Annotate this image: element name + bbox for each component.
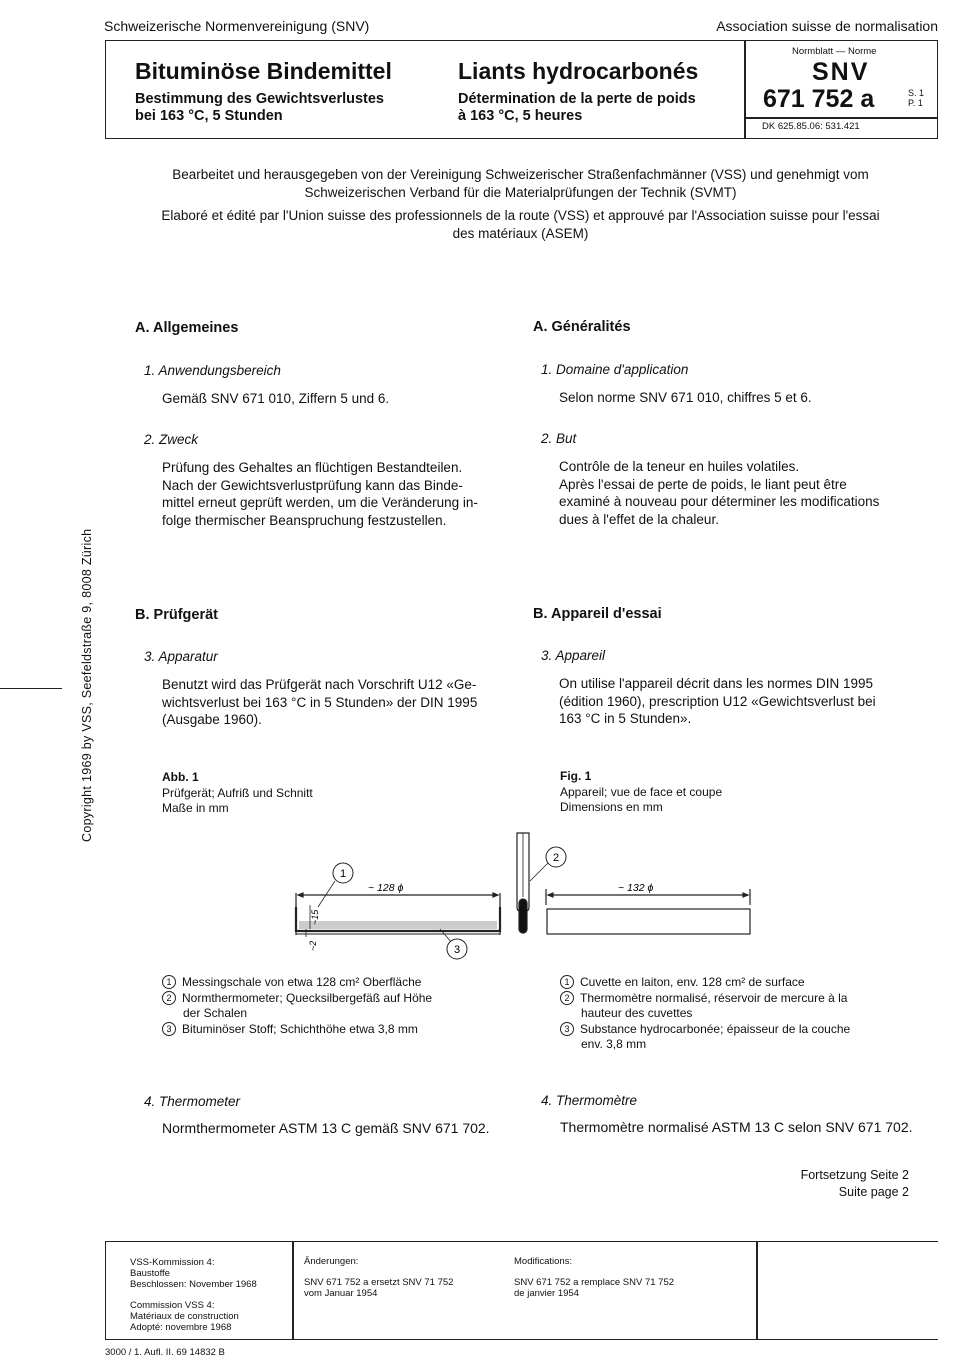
fr-s2-line2: Après l'essai de perte de poids, le liant peut être — [559, 476, 847, 492]
intro-fr — [105, 207, 936, 242]
norm-number: 671 752 a — [763, 85, 875, 113]
thermometer-drawing — [517, 833, 548, 933]
de-legend-item-3 — [162, 1022, 432, 1038]
de-s3-line1: Benutzt wird das Prüfgerät nach Vorschrift U12 «Ge- — [162, 677, 477, 692]
fr-legend-text-3b: env. 3,8 mm — [581, 1037, 647, 1051]
footer-c1-line6: Adopté: novembre 1968 — [130, 1322, 232, 1333]
de-figure-caption — [162, 770, 313, 817]
snv-label: SNV — [812, 58, 870, 86]
de-section-a: A. Allgemeines — [135, 320, 239, 336]
de-legend-text-3: Bituminöser Stoff; Schichthöhe etwa 3,8 mm — [182, 1021, 418, 1036]
de-legend-item-1 — [162, 975, 432, 991]
footer-c2-title: Änderungen: — [304, 1256, 359, 1267]
de-s1-text: Gemäß SNV 671 010, Ziffern 5 und 6. — [162, 391, 390, 406]
intro-de — [105, 166, 936, 201]
callout-2-number: 2 — [552, 852, 560, 864]
dim-arrow-left — [298, 893, 303, 897]
fr-s1-title: 1. Domaine d'application — [541, 362, 689, 377]
de-legend-text-2a: Normthermometer; Quecksilbergefäß auf Höhe — [182, 990, 433, 1005]
footer-c1-line3: Beschlossen: November 1968 — [130, 1279, 257, 1290]
title-box-dk-divider — [744, 117, 937, 119]
apparatus-figure — [280, 825, 760, 965]
continued-note — [801, 1167, 909, 1201]
fr-s3-title: 3. Appareil — [541, 648, 606, 663]
dim-height-label: ~15 — [310, 909, 320, 925]
dish-front-view — [546, 889, 750, 934]
fr-s1-text: Selon norme SNV 671 010, chiffres 5 et 6. — [559, 390, 812, 405]
normblatt-label: Normblatt — Norme — [792, 46, 877, 57]
front-dim-arrow-left — [548, 893, 553, 897]
fr-s3-text — [559, 675, 911, 728]
thermometer-bulb — [519, 899, 527, 933]
callout-1-number: 1 — [339, 868, 347, 880]
page-indicator — [908, 88, 924, 108]
print-run: 3000 / 1. Aufl. II. 69 14832 B — [105, 1347, 225, 1358]
fr-figure-caption — [560, 769, 722, 816]
fr-s3-line3: 163 °C in 5 Stunden». — [559, 711, 692, 726]
continued-de: Fortsetzung Seite 2 — [800, 1168, 909, 1182]
fr-legend-item-3 — [560, 1022, 850, 1038]
fr-legend — [560, 975, 850, 1053]
de-s2-line1: Prüfung des Gehaltes an flüchtigen Bestandteilen. — [162, 460, 463, 475]
footer-divider-2 — [756, 1241, 758, 1340]
fr-subtitle-1: Détermination de la perte de poids — [458, 91, 696, 107]
de-s3-line2: wichtsverlust bei 163 °C in 5 Stunden» der DIN 1995 — [162, 694, 478, 710]
fr-legend-text-2b: hauteur des cuvettes — [581, 1006, 693, 1020]
de-figure-desc: Prüfgerät; Aufriß und Schnitt — [162, 785, 313, 800]
fr-legend-num-1: 1 — [560, 975, 574, 989]
copyright-vertical: Copyright 1969 by VSS, Seefeldstraße 9, 8008 Zürich — [80, 528, 94, 842]
legend-num-3: 3 — [162, 1022, 176, 1036]
de-legend-text-1: Messingschale von etwa 128 cm² Oberfläche — [182, 975, 422, 989]
fr-s3-line1: On utilise l'appareil décrit dans les normes DIN 1995 — [559, 676, 873, 691]
footer-c3-line2: de janvier 1954 — [514, 1288, 579, 1299]
de-s2-line3: mittel erneut geprüft werden, um die Veränderung in- — [162, 495, 478, 510]
de-s2-line2: Nach der Gewichtsverlustprüfung kann das Binde- — [162, 477, 463, 493]
fr-legend-item-2 — [560, 991, 850, 1007]
fold-mark — [0, 688, 62, 689]
dim-base-label: ~2 — [308, 940, 318, 951]
fr-s2-text — [559, 458, 909, 528]
footer-c1-line4: Commission VSS 4: — [130, 1300, 215, 1311]
dk-classification: DK 625.85.06: 531.421 — [762, 121, 860, 132]
footer-c2-line1: SNV 671 752 a ersetzt SNV 71 752 — [304, 1277, 454, 1288]
fr-s2-title: 2. But — [541, 431, 577, 446]
fr-legend-item-1 — [560, 975, 850, 991]
title-box-divider — [744, 40, 746, 139]
de-s4-text: Normthermometer ASTM 13 C gemäß SNV 671 702. — [162, 1120, 490, 1136]
footer-c2-spacer — [304, 1267, 453, 1277]
de-s3-text — [162, 676, 516, 729]
de-s2-title: 2. Zweck — [144, 432, 199, 447]
fr-s2-line1: Contrôle de la teneur en huiles volatiles. — [559, 459, 800, 474]
fr-s3-line2: (édition 1960), prescription U12 «Gewichtsverlust bei — [559, 693, 876, 709]
fr-figure-units: Dimensions en mm — [560, 800, 663, 814]
footer-c1-line2: Baustoffe — [130, 1268, 170, 1279]
de-subtitle-1: Bestimmung des Gewichtsverlustes — [135, 91, 384, 107]
footer-divider-1 — [292, 1241, 294, 1340]
front-dish-outline — [547, 909, 750, 934]
front-dim-arrow-right — [743, 893, 748, 897]
fr-s4-title: 4. Thermomètre — [541, 1093, 638, 1108]
de-s3-title: 3. Apparatur — [144, 649, 218, 664]
footer-c3-spacer — [514, 1267, 674, 1277]
de-legend — [162, 975, 432, 1037]
fr-legend-text-2a: Thermomètre normalisé, réservoir de mercure à la — [580, 990, 848, 1005]
footer-c2-line2: vom Januar 1954 — [304, 1288, 378, 1299]
footer-c3-title: Modifications: — [514, 1256, 573, 1267]
fr-figure-label: Fig. 1 — [560, 769, 592, 783]
fr-s4-text: Thermomètre normalisé ASTM 13 C selon SNV 671 702. — [560, 1119, 913, 1135]
fr-s2-line4: dues à l'effet de la chaleur. — [559, 511, 719, 527]
continued-fr: Suite page 2 — [838, 1185, 909, 1199]
fr-legend-num-2: 2 — [560, 991, 574, 1005]
footer-c1-spacer — [130, 1290, 257, 1300]
legend-num-2: 2 — [162, 991, 176, 1005]
callout-leader-2 — [530, 863, 548, 881]
fr-title: Liants hydrocarbonés — [458, 58, 699, 84]
header-left: Schweizerische Normenvereinigung (SNV) — [104, 18, 370, 34]
page-p1: P. 1 — [908, 98, 923, 108]
callout-3-number: 3 — [453, 944, 461, 956]
fr-legend-num-3: 3 — [560, 1022, 574, 1036]
dim-right-label: ~ 132 ϕ — [618, 882, 654, 894]
de-s2-text — [162, 459, 514, 529]
footer-c1-line5: Matériaux de construction — [130, 1311, 239, 1322]
footer-changes-fr — [514, 1256, 674, 1299]
footer-c3-line1: SNV 671 752 a remplace SNV 71 752 — [514, 1277, 675, 1288]
fr-s2-line3: examiné à nouveau pour déterminer les modifications — [559, 494, 880, 509]
intro-de-line2: Schweizerischen Verband für die Materialprüfungen der Technik (SVMT) — [304, 184, 737, 200]
de-s3-line3: (Ausgabe 1960). — [162, 712, 262, 727]
page-s1: S. 1 — [908, 88, 925, 98]
intro-de-line1: Bearbeitet und herausgegeben von der Vereinigung Schweizerischer Straßenfachmänner (VSS) und genehmigt vom — [172, 167, 869, 182]
fr-section-b: B. Appareil d'essai — [533, 606, 662, 622]
footer-changes-de — [304, 1256, 453, 1299]
intro-fr-line1: Elaboré et édité par l'Union suisse des professionnels de la route (VSS) et approuvé par l'Association suisse pour l'essai — [161, 208, 880, 223]
fr-section-a: A. Généralités — [533, 319, 631, 335]
callout-leader-1 — [318, 881, 335, 907]
dim-left-label: ~ 128 ϕ — [368, 882, 404, 894]
de-legend-item-2 — [162, 991, 432, 1007]
de-figure-label: Abb. 1 — [162, 770, 199, 784]
fr-legend-text-1: Cuvette en laiton, env. 128 cm² de surface — [580, 975, 805, 989]
footer-commission — [130, 1257, 257, 1333]
fr-legend-text-3: Substance hydrocarbonée; épaisseur de la couche — [580, 1021, 851, 1036]
legend-num-1: 1 — [162, 975, 176, 989]
fr-figure-desc: Appareil; vue de face et coupe — [560, 784, 723, 799]
de-section-b: B. Prüfgerät — [135, 607, 218, 623]
de-s4-title: 4. Thermometer — [144, 1094, 241, 1109]
fr-subtitle-2: à 163 °C, 5 heures — [458, 108, 583, 124]
de-subtitle-2: bei 163 °C, 5 Stunden — [135, 108, 283, 124]
de-figure-units: Maße in mm — [162, 801, 229, 815]
intro-fr-line2: des matériaux (ASEM) — [452, 225, 589, 241]
bitumen-layer — [299, 921, 497, 929]
de-legend-text-2b: der Schalen — [183, 1006, 248, 1020]
de-s2-line4: folge thermischer Beanspruchung festzustellen. — [162, 512, 447, 528]
de-title: Bituminöse Bindemittel — [135, 58, 392, 84]
header-right: Association suisse de normalisation — [716, 18, 938, 34]
footer-c1-line1: VSS-Kommission 4: — [130, 1257, 215, 1268]
dim-arrow-right — [493, 893, 498, 897]
de-s1-title: 1. Anwendungsbereich — [144, 363, 281, 378]
